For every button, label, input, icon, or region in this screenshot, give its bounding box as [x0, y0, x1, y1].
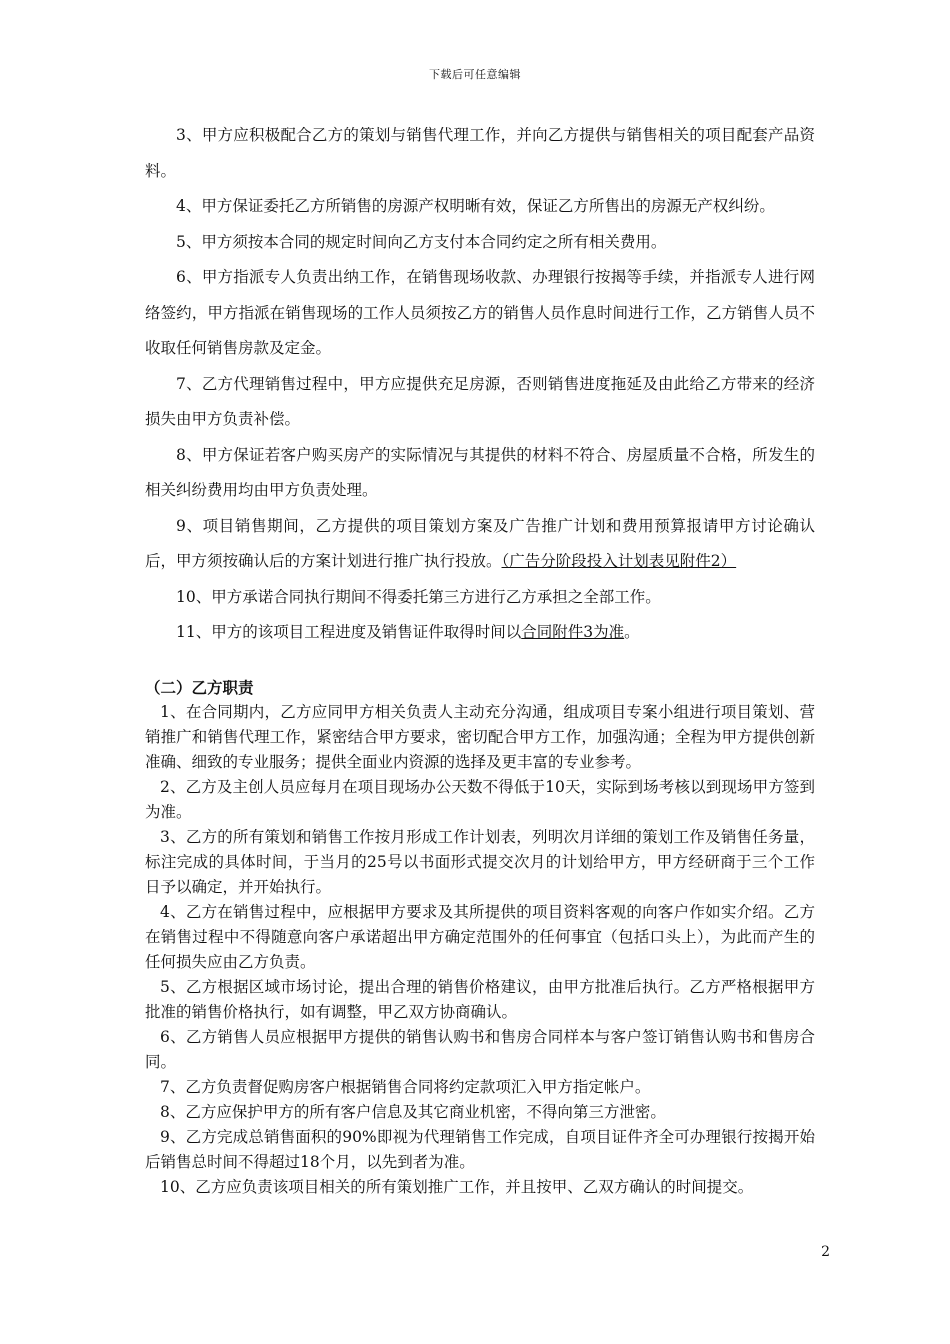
clause-a11-attachment-ref: 合同附件3为准	[521, 623, 625, 641]
clause-b4: 4、乙方在销售过程中，应根据甲方要求及其所提供的项目资料客观的向客户作如实介绍。乙方在销售过程中不得随意向客户承诺超出甲方确定范围外的任何事宜（包括口头上），为此而产生的任何损失应由乙方负责。	[145, 903, 815, 971]
clause-b8: 8、乙方应保护甲方的所有客户信息及其它商业机密，不得向第三方泄密。	[160, 1103, 666, 1121]
clause-b7: 7、乙方负责督促购房客户根据销售合同将约定款项汇入甲方指定帐户。	[160, 1078, 651, 1096]
section-heading-party-b: （二）乙方职责	[145, 678, 254, 697]
clause-a7: 7、乙方代理销售过程中，甲方应提供充足房源，否则销售进度拖延及由此给乙方带来的经济损失由甲方负责补偿。	[145, 374, 815, 428]
clause-a9-attachment-ref: （广告分阶段投入计划表见附件2）	[501, 552, 737, 570]
clause-a4: 4、甲方保证委托乙方所销售的房源产权明晰有效，保证乙方所售出的房源无产权纠纷。	[176, 197, 775, 215]
clause-b1: 1、在合同期内，乙方应同甲方相关负责人主动充分沟通，组成项目专案小组进行项目策划、营销推广和销售代理工作，紧密结合甲方要求，密切配合甲方工作，加强沟通；全程为甲方提供创新准确、细致的专业服务；提供全面业内资源的选择及更丰富的专业参考。	[145, 703, 815, 771]
clause-a8: 8、甲方保证若客户购买房产的实际情况与其提供的材料不符合、房屋质量不合格，所发生的相关纠纷费用均由甲方负责处理。	[145, 445, 815, 499]
clause-a5: 5、甲方须按本合同的规定时间向乙方支付本合同约定之所有相关费用。	[176, 232, 667, 251]
clause-a9	[145, 509, 815, 580]
clause-b10: 10、乙方应负责该项目相关的所有策划推广工作，并且按甲、乙双方确认的时间提交。	[160, 1178, 754, 1196]
page-number: 2	[821, 1244, 830, 1260]
clause-b2: 2、乙方及主创人员应每月在项目现场办公天数不得低于10天，实际到场考核以到现场甲方签到为准。	[145, 778, 815, 821]
clause-b9: 9、乙方完成总销售面积的90%即视为代理销售工作完成，自项目证件齐全可办理银行按揭开始后销售总时间不得超过18个月，以先到者为准。	[145, 1128, 815, 1171]
clause-a11-text: 11、甲方的该项目工程进度及销售证件取得时间以	[176, 623, 522, 641]
clause-b3: 3、乙方的所有策划和销售工作按月形成工作计划表，列明次月详细的策划工作及销售任务量，标注完成的具体时间，于当月的25号以书面形式提交次月的计划给甲方，甲方经研商于三个工作日予以确定，并开始执行。	[145, 828, 815, 896]
clause-a10: 10、甲方承诺合同执行期间不得委托第三方进行乙方承担之全部工作。	[176, 587, 661, 606]
clause-b6: 6、乙方销售人员应根据甲方提供的销售认购书和售房合同样本与客户签订销售认购书和售房合同。	[145, 1028, 815, 1071]
clause-a6: 6、甲方指派专人负责出纳工作，在销售现场收款、办理银行按揭等手续，并指派专人进行网络签约，甲方指派在销售现场的工作人员须按乙方的销售人员作息时间进行工作，乙方销售人员不收取任何销售房款及定金。	[145, 268, 815, 357]
clause-a11	[145, 615, 815, 651]
clause-b5: 5、乙方根据区域市场讨论，提出合理的销售价格建议，由甲方批准后执行。乙方严格根据甲方批准的销售价格执行，如有调整，甲乙双方协商确认。	[145, 978, 815, 1021]
clause-a9-text: 9、项目销售期间，乙方提供的项目策划方案及广告推广计划和费用预算报请甲方讨论确认后，甲方须按确认后的方案计划进行推广执行投放。	[145, 516, 815, 570]
party-b-clauses	[145, 700, 815, 1200]
clause-a3: 3、甲方应积极配合乙方的策划与销售代理工作，并向乙方提供与销售相关的项目配套产品资料。	[145, 126, 815, 180]
page-header-watermark: 下载后可任意编辑	[429, 68, 521, 81]
party-a-clauses	[145, 118, 815, 651]
clause-a11-end: 。	[624, 623, 640, 641]
